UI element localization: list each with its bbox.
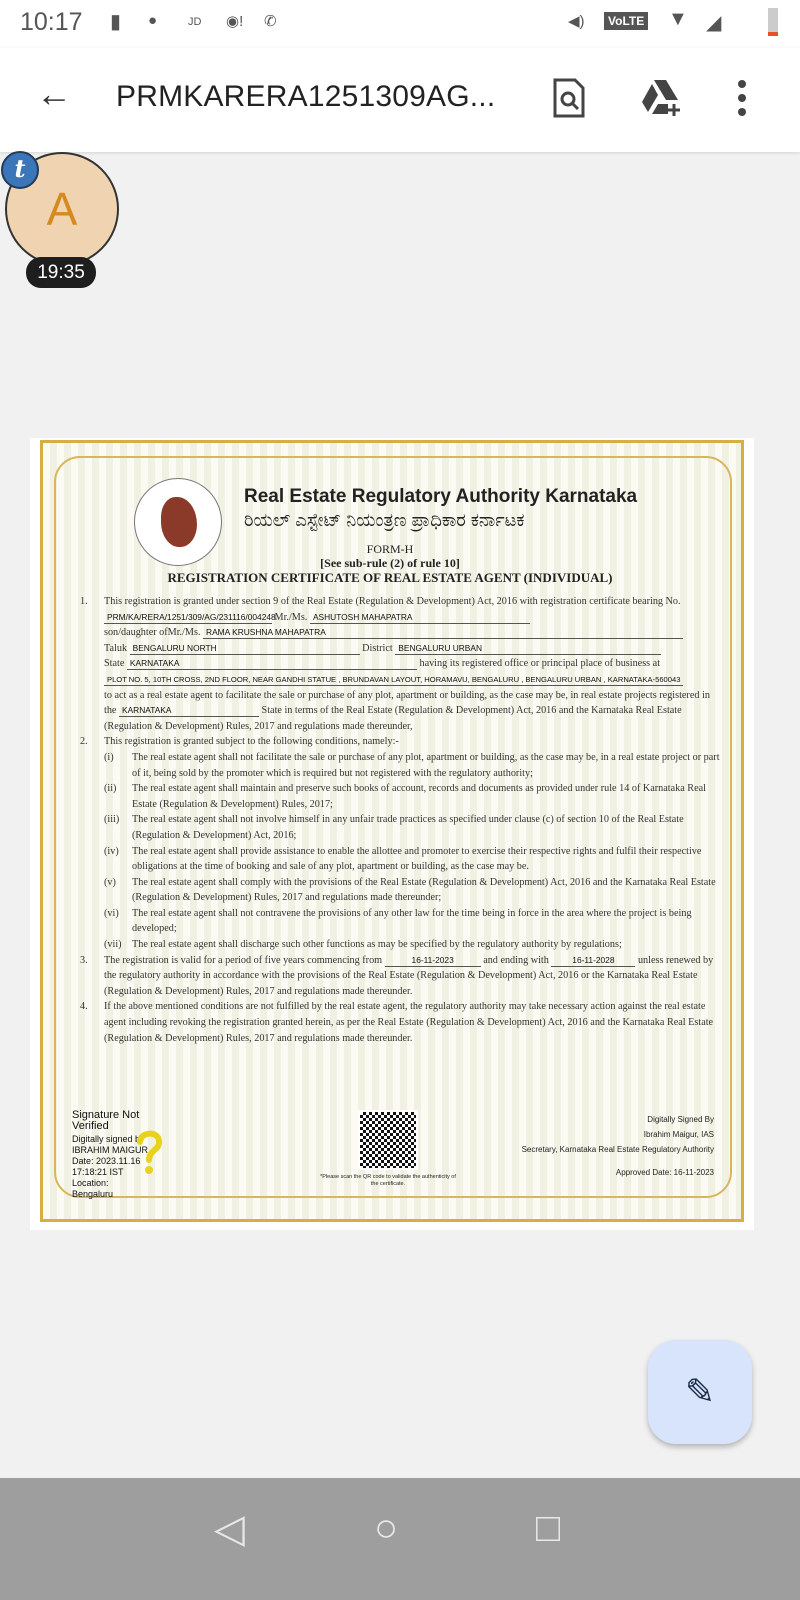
taluk: BENGALURU NORTH bbox=[130, 643, 360, 655]
valid-to-date: 16-11-2028 bbox=[551, 955, 635, 967]
app-notification-icon: ● bbox=[148, 12, 158, 29]
jd-notification-icon: JD bbox=[188, 16, 202, 28]
authority-name-kn: ರಿಯಲ್ ಎಸ್ಟೇಟ್ ನಿಯಂತ್ರಣ ಪ್ರಾಧಿಕಾರ ಕರ್ನಾಟಕ bbox=[244, 510, 525, 530]
nav-recents-icon[interactable]: □ bbox=[536, 1506, 561, 1550]
volte-badge: VoLTE bbox=[604, 12, 648, 30]
nav-back-icon[interactable]: ◁ bbox=[214, 1507, 245, 1551]
condition-item: (iv) The real estate agent shall provide assistance to enable the allottee and promoter to exercise their respective rights and fulfil their respective obligations at the time of booking and sale of any plot, apartment or building, as the case may be. bbox=[104, 845, 702, 873]
signal-icon: ◢ bbox=[706, 12, 722, 34]
document-search-icon[interactable] bbox=[552, 78, 586, 123]
status-time: 10:17 bbox=[20, 8, 83, 36]
certificate-heading: REGISTRATION CERTIFICATE OF REAL ESTATE AGENT (INDIVIDUAL) bbox=[167, 570, 613, 585]
clause-1: 1. This registration is granted under section 9 of the Real Estate (Regulation & Development) Act, 2016 with registration certificate bearing No. PRM/KA/RERA/1251/309/AG/231116/004248 Mr./Ms. ASHUTOSH MAHAPATRA son/daughter ofMr./Ms. RAMA KRUSHNA MAHAPATRA Taluk BENGALURU NORTH District BENGALURU URBAN State KARNATAKA having its registered office or principal place of business at PLOT NO. 5, 10TH CROSS, 2ND FLOOR, NEAR GANDHI STATUE , BRUNDAVAN LAYOUT, HORAMAVU, BENGALURU , BENGALURU URBAN , KARNATAKA-560043 to act as a real estate agent to facilitate the sale or purchase of any plot, apartment or building, as the case may be, in real estate projects registered in the KARNATAKA State in terms of the Real Estate (Regulation & Development) Act, 2016 and the Karnataka Real Estate (Regulation & Development) Rules, 2017 and regulations made thereunder, bbox=[80, 596, 710, 732]
battery-alert-icon: ▮ bbox=[110, 11, 122, 33]
clause-2: 2. This registration is granted subject to the following conditions, namely:- bbox=[80, 736, 399, 748]
condition-item: (vii) The real estate agent shall discharge such other functions as may be specified by the regulatory authority by regulations; bbox=[104, 939, 622, 951]
parent-name: RAMA KRUSHNA MAHAPATRA bbox=[203, 627, 683, 639]
state-registered: KARNATAKA bbox=[119, 705, 259, 717]
qr-note: *Please scan the QR code to validate the authenticity of the certificate. bbox=[320, 1174, 456, 1187]
condition-item: (v) The real estate agent shall comply with the provisions of the Real Estate (Regulation & Development) Act, 2016 and the Karnataka Real Estate (Regulation & Development) Rules, 2017 and regulations made thereunder; bbox=[104, 876, 716, 904]
condition-item: (ii) The real estate agent shall maintain and preserve such books of account, records and documents as provided under rule 14 of Karnataka Real Estate (Regulation & Development) Rules, 2017; bbox=[104, 783, 706, 810]
navigation-bar bbox=[0, 1478, 800, 1600]
clause-3: 3. The registration is valid for a period of five years commencing from 16-11-2023 and ending with 16-11-2028 unless renewed by the regulatory authority in accordance with the provisions of the Real Estate (Regulation & Development) Act, 2016 or the Karnataka Real Estate (Regulation & Development) Rules, 2017 and regulations made thereunder. bbox=[80, 954, 714, 997]
phone-call-icon: ✆ bbox=[264, 13, 277, 30]
disc-alert-icon: ◉! bbox=[226, 13, 244, 30]
edit-pen-button[interactable] bbox=[648, 1340, 752, 1444]
digital-signature-block[interactable]: Signature Not Verified Digitally signed by IBRAHIM MAIGUR Date: 2023.11.16 17:18:21 IST Location: Bengaluru bbox=[72, 1109, 149, 1199]
valid-from-date: 16-11-2023 bbox=[385, 955, 481, 967]
conditions-list bbox=[80, 750, 720, 953]
form-label: FORM-H bbox=[366, 542, 414, 556]
more-vert-icon[interactable] bbox=[736, 78, 748, 123]
district: BENGALURU URBAN bbox=[395, 643, 661, 655]
timestamp-chip: 19:35 bbox=[26, 257, 96, 288]
signed-by-block: Digitally Signed By Ibrahim Maigur, IAS Secretary, Karnataka Real Estate Regulatory Authority Approved Date: 16-11-2023 bbox=[521, 1115, 714, 1177]
battery-icon bbox=[768, 8, 778, 36]
wifi-icon: ▼ bbox=[668, 8, 688, 30]
qr-code bbox=[358, 1110, 418, 1170]
volume-icon: ◀) bbox=[568, 13, 585, 30]
status-bar bbox=[0, 0, 800, 48]
pen-scribble-icon: ✎ bbox=[684, 1371, 716, 1412]
condition-item: (iii) The real estate agent shall not involve himself in any unfair trade practices as specified under clause (c) of section 10 of the Real Estate (Regulation & Development) Act, 2016; bbox=[104, 814, 684, 841]
app-bar bbox=[0, 48, 800, 152]
back-arrow-icon[interactable]: ← bbox=[36, 73, 72, 114]
document-title: PRMKARERA1251309AG... bbox=[116, 80, 496, 113]
registration-number: PRM/KA/RERA/1251/309/AG/231116/004248 bbox=[104, 612, 272, 624]
sub-rule: [See sub-rule (2) of rule 10] bbox=[320, 556, 460, 570]
drive-add-icon[interactable] bbox=[640, 78, 684, 123]
authority-name-en: Real Estate Regulatory Authority Karnataka bbox=[244, 486, 638, 507]
clause-4: 4. If the above mentioned conditions are not fulfilled by the real estate agent, the regulatory authority may take necessary action against the real estate agent including revoking the registration granted herein, as per the Real Estate (Regulation & Development) Act, 2016 and the Karnataka Real Estate (Regulation & Development) Rules, 2017 and regulations made thereunder. bbox=[80, 1001, 714, 1044]
nav-home-icon[interactable]: ○ bbox=[374, 1506, 399, 1550]
signature-unverified-icon bbox=[134, 1128, 164, 1176]
condition-item: (vi) The real estate agent shall not contravene the provisions of any other law for the time being in force in the area where the project is being developed; bbox=[104, 907, 692, 935]
certificate-page bbox=[30, 438, 754, 1230]
business-address: PLOT NO. 5, 10TH CROSS, 2ND FLOOR, NEAR GANDHI STATUE , BRUNDAVAN LAYOUT, HORAMAVU, BENGALURU , BENGALURU URBAN , KARNATAKA-560043 bbox=[104, 674, 683, 686]
agent-name: ASHUTOSH MAHAPATRA bbox=[310, 612, 530, 624]
avatar[interactable]: A bbox=[5, 152, 119, 266]
state: KARNATAKA bbox=[127, 658, 417, 670]
certificate-body bbox=[80, 594, 720, 1046]
condition-item: (i) The real estate agent shall not facilitate the sale or purchase of any plot, apartment or building, as the case may be, in a real estate project or part of it, being sold by the promoter which is required but not registered with the regulatory authority; bbox=[104, 751, 720, 779]
app-badge-icon: t bbox=[1, 151, 39, 189]
